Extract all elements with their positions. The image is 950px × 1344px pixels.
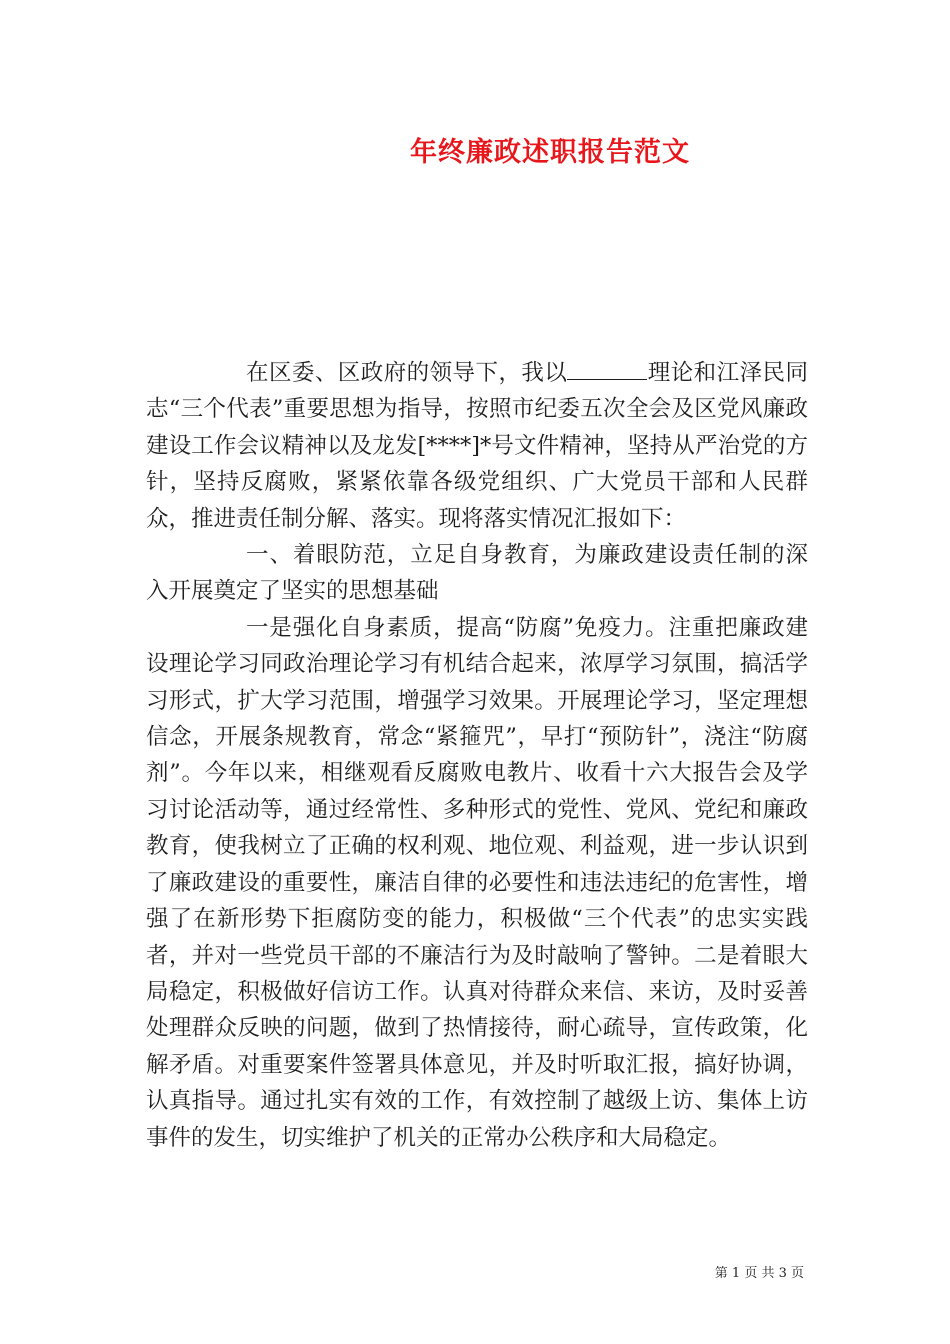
document-title: 年终廉政述职报告范文 [410,137,690,168]
document-body [146,355,808,1156]
paragraph-intro-start: 在区委、区政府的领导下，我以 [246,360,568,386]
fill-in-blank [567,357,647,380]
paragraph-section-1: 一是强化自身素质，提高“防腐”免疫力。注重把廉政建设理论学习同政治理论学习有机结合起来，浓厚学习氛围，搞活学习形式，扩大学习范围，增强学习效果。开展理论学习，坚定理想信念，开展条规教育，常念“紧箍咒”，早打“预防针”，浇注“防腐剂”。今年以来，相继观看反腐败电教片、收看十六大报告会及学习讨论活动等，通过经常性、多种形式的党性、党风、党纪和廉政教育，使我树立了正确的权利观、地位观、利益观，进一步认识到了廉政建设的重要性，廉洁自律的必要性和违法违纪的危害性，增强了在新形势下拒腐防变的能力，积极做“三个代表”的忠实实践者，并对一些党员干部的不廉洁行为及时敲响了警钟。二是着眼大局稳定，积极做好信访工作。认真对待群众来信、来访，及时妥善处理群众反映的问题，做到了热情接待，耐心疏导，宣传政策，化解矛盾。对重要案件签署具体意见，并及时听取汇报，搞好协调，认真指导。通过扎实有效的工作，有效控制了越级上访、集体上访事件的发生，切实维护了机关的正常办公秩序和大局稳定。 [146,614,808,1151]
paragraph-intro-rest: 理论和江泽民同志“三个代表”重要思想为指导，按照市纪委五次全会及区党风廉政建设工作会议精神以及龙发[****]*号文件精神，坚持从严治党的方针，坚持反腐败，紧紧依靠各级党组织、广大党员干部和人民群众，推进责任制分解、落实。现将落实情况汇报如下： [146,360,808,532]
page-number: 第 1 页 共 3 页 [714,1266,804,1281]
paragraph-intro [146,355,808,537]
section-heading-1: 一、着眼防范，立足自身教育，为廉政建设责任制的深入开展奠定了坚实的思想基础 [146,542,808,605]
